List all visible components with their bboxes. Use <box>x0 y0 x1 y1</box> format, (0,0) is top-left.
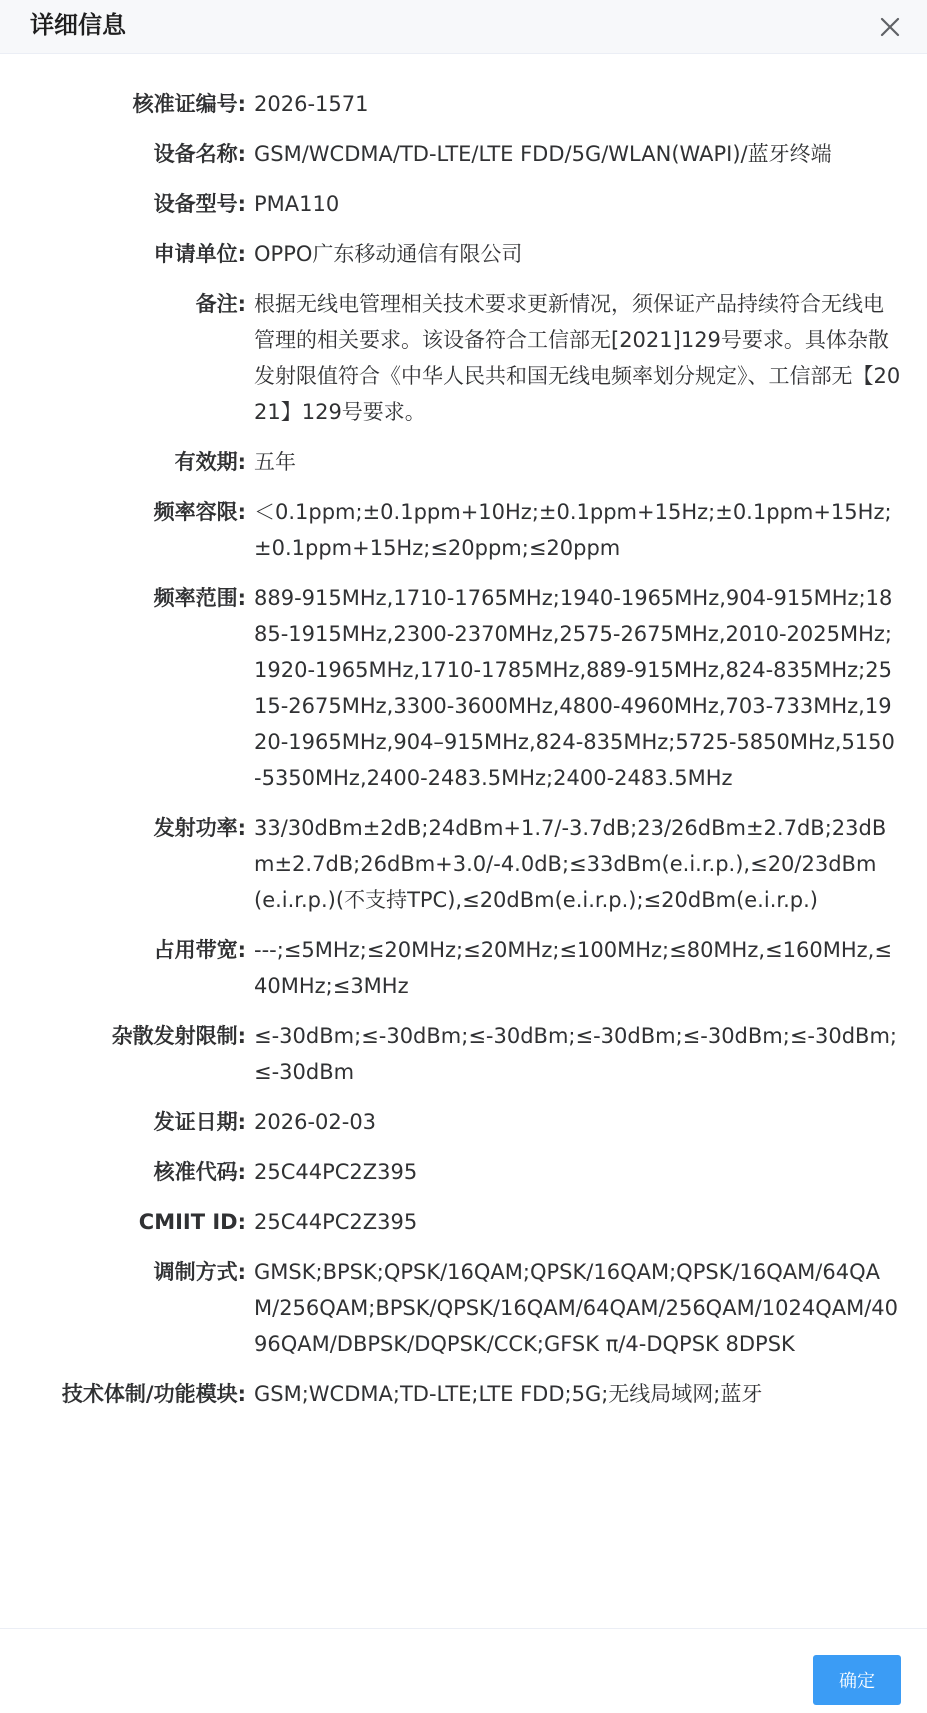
frequency-tolerance-label: 频率容限: <box>153 500 246 524</box>
field-row-device-model <box>0 186 927 222</box>
modulation-value: GMSK;BPSK;QPSK/16QAM;QPSK/16QAM;QPSK/16QAM/64QAM/256QAM;BPSK/QPSK/16QAM/64QAM/256QAM/1024QAM/4096QAM/DBPSK/DQPSK/CCK;GFSK π/4-DQPSK 8DPSK <box>254 1260 899 1356</box>
field-row-remarks <box>0 286 927 430</box>
occupied-bandwidth-value: ---;≤5MHz;≤20MHz;≤20MHz;≤100MHz;≤80MHz,≤160MHz,≤40MHz;≤3MHz <box>254 938 892 998</box>
device-model-value: PMA110 <box>254 192 340 216</box>
field-row-technology <box>0 1376 927 1412</box>
validity-value: 五年 <box>254 450 296 474</box>
close-icon <box>873 10 907 44</box>
field-row-modulation <box>0 1254 927 1362</box>
issue-date-value: 2026-02-03 <box>254 1110 377 1134</box>
dialog-body <box>0 86 927 1426</box>
occupied-bandwidth-label: 占用带宽: <box>153 938 246 962</box>
dialog-title: 详细信息 <box>30 11 126 39</box>
close-button[interactable] <box>873 10 907 44</box>
remarks-label: 备注: <box>195 292 246 316</box>
approval-number-label: 核准证编号: <box>132 92 246 116</box>
cmiit-id-label: CMIIT ID: <box>138 1210 246 1234</box>
field-row-device-name <box>0 136 927 172</box>
transmit-power-label: 发射功率: <box>153 816 246 840</box>
approval-code-label: 核准代码: <box>153 1160 246 1184</box>
technology-label: 技术体制/功能模块: <box>61 1382 246 1406</box>
spurious-emission-label: 杂散发射限制: <box>111 1024 246 1048</box>
technology-value: GSM;WCDMA;TD-LTE;LTE FDD;5G;无线局域网;蓝牙 <box>254 1382 763 1406</box>
spurious-emission-value: ≤-30dBm;≤-30dBm;≤-30dBm;≤-30dBm;≤-30dBm;≤-30dBm;≤-30dBm <box>254 1024 897 1084</box>
field-row-validity <box>0 444 927 480</box>
field-row-frequency-tolerance <box>0 494 927 566</box>
approval-number-value: 2026-1571 <box>254 92 369 116</box>
issue-date-label: 发证日期: <box>153 1110 246 1134</box>
field-row-cmiit-id <box>0 1204 927 1240</box>
dialog-footer <box>0 1628 927 1713</box>
field-row-transmit-power <box>0 810 927 918</box>
validity-label: 有效期: <box>174 450 246 474</box>
device-name-label: 设备名称: <box>153 142 246 166</box>
field-row-occupied-bandwidth <box>0 932 927 1004</box>
modulation-label: 调制方式: <box>153 1260 246 1284</box>
field-row-applicant <box>0 236 927 272</box>
field-row-frequency-range <box>0 580 927 796</box>
field-row-approval-code <box>0 1154 927 1190</box>
field-row-spurious-emission <box>0 1018 927 1090</box>
frequency-range-value: 889-915MHz,1710-1765MHz;1940-1965MHz,904-915MHz;1885-1915MHz,2300-2370MHz,2575-2675MHz,2010-2025MHz;1920-1965MHz,1710-1785MHz,889-915MHz,824-835MHz;2515-2675MHz,3300-3600MHz,4800-4960MHz,703-733MHz,1920-1965MHz,904–915MHz,824-835MHz;5725-5850MHz,5150-5350MHz,2400-2483.5MHz;2400-2483.5MHz <box>254 586 895 790</box>
applicant-value: OPPO广东移动通信有限公司 <box>254 242 523 266</box>
dialog-header <box>0 0 927 54</box>
frequency-tolerance-value: ＜0.1ppm;±0.1ppm+10Hz;±0.1ppm+15Hz;±0.1ppm+15Hz;±0.1ppm+15Hz;≤20ppm;≤20ppm <box>254 500 892 560</box>
cmiit-id-value: 25C44PC2Z395 <box>254 1210 418 1234</box>
field-row-approval-number <box>0 86 927 122</box>
approval-code-value: 25C44PC2Z395 <box>254 1160 418 1184</box>
device-model-label: 设备型号: <box>153 192 246 216</box>
field-row-issue-date <box>0 1104 927 1140</box>
transmit-power-value: 33/30dBm±2dB;24dBm+1.7/-3.7dB;23/26dBm±2.7dB;23dBm±2.7dB;26dBm+3.0/-4.0dB;≤33dBm(e.i.r.p.),≤20/23dBm(e.i.r.p.)(不支持TPC),≤20dBm(e.i.r.p.);≤20dBm(e.i.r.p.) <box>254 816 887 912</box>
frequency-range-label: 频率范围: <box>153 586 246 610</box>
applicant-label: 申请单位: <box>153 242 246 266</box>
remarks-value: 根据无线电管理相关技术要求更新情况，须保证产品持续符合无线电管理的相关要求。该设备符合工信部无[2021]129号要求。具体杂散发射限值符合《中华人民共和国无线电频率划分规定》、工信部无【2021】129号要求。 <box>254 292 901 424</box>
confirm-button[interactable]: 确定 <box>813 1655 901 1705</box>
device-name-value: GSM/WCDMA/TD-LTE/LTE FDD/5G/WLAN(WAPI)/蓝牙终端 <box>254 142 832 166</box>
